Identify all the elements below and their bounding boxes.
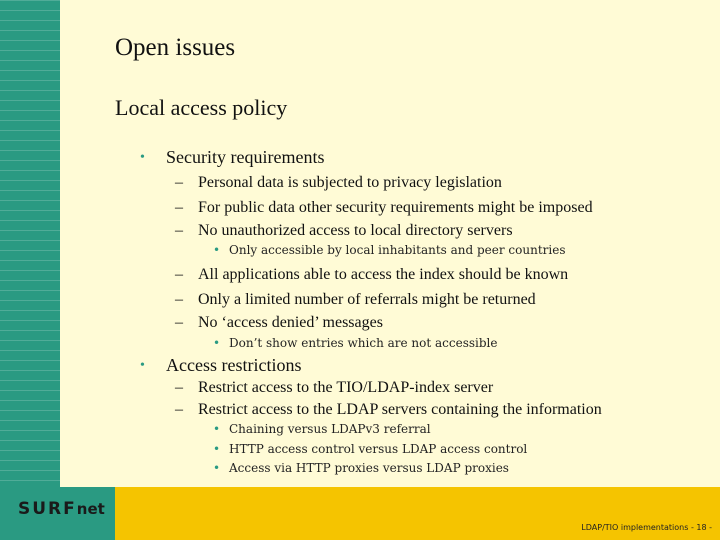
dash-icon: – (175, 222, 183, 239)
surfnet-logo: SURFnet (18, 499, 105, 519)
dash-icon: – (175, 314, 183, 331)
bullet-icon: • (213, 442, 221, 456)
bullet-icon: • (213, 243, 221, 257)
decorative-sidebar (0, 0, 60, 540)
bullet-icon: • (213, 461, 221, 475)
bullet-icon: • (140, 150, 145, 165)
dash-icon: – (175, 266, 183, 283)
dash-icon: – (175, 379, 183, 396)
footer-text: LDAP/TIO implementations - 18 - (581, 523, 712, 532)
dash-icon: – (175, 401, 183, 418)
footer-bar (115, 487, 720, 540)
dash-icon: – (175, 199, 183, 216)
dash-icon: – (175, 291, 183, 308)
bullet-icon: • (140, 358, 145, 373)
slide-title: Open issues (115, 34, 236, 61)
slide-subtitle: Local access policy (115, 95, 288, 120)
bullet-icon: • (213, 336, 221, 350)
dash-icon: – (175, 174, 183, 191)
bullet-icon: • (213, 422, 221, 436)
